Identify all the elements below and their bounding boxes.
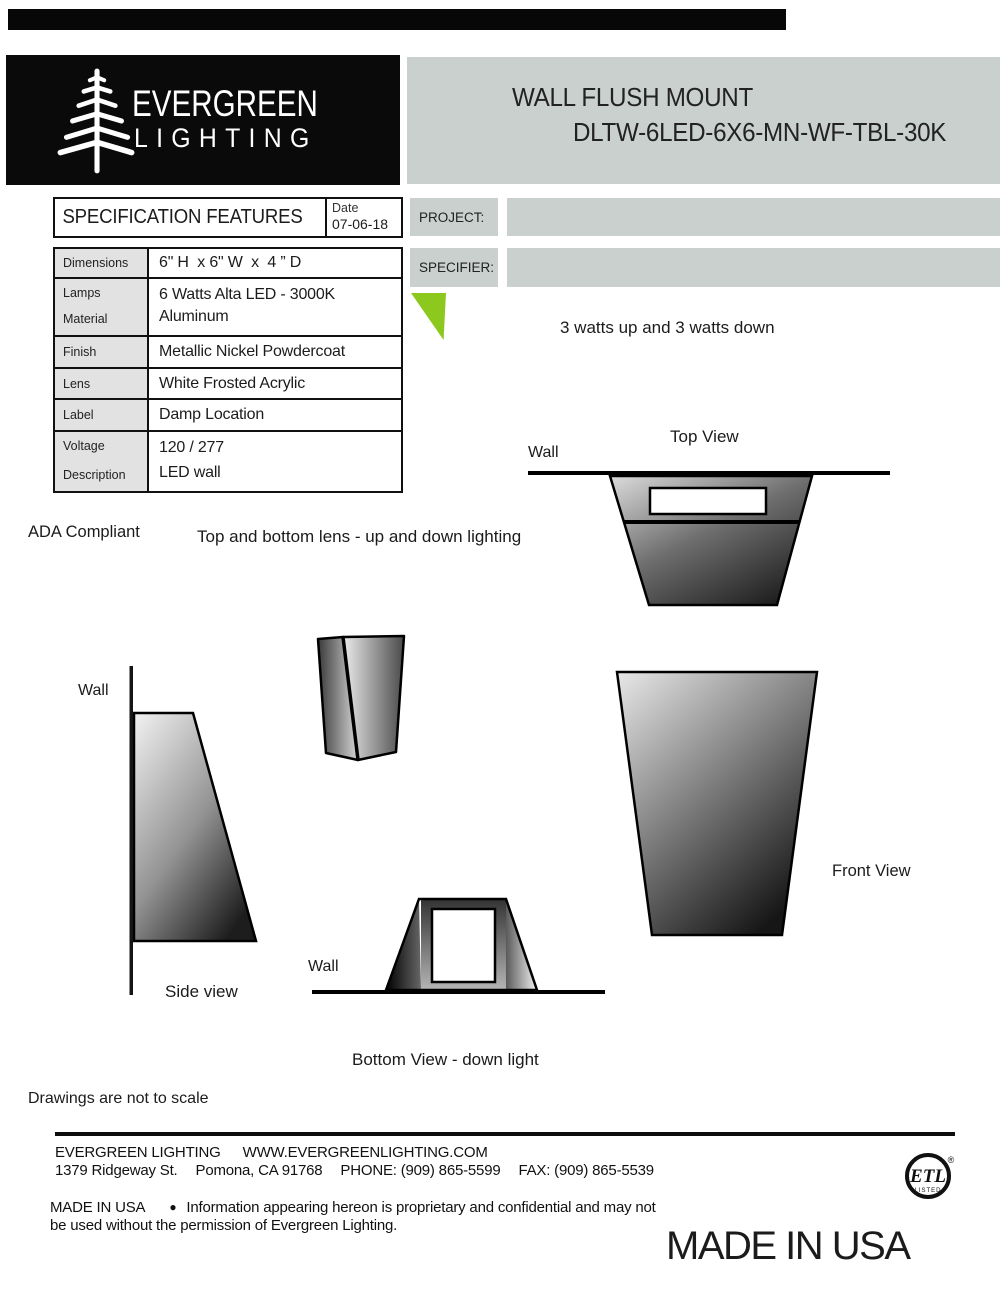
row-value: Metallic Nickel Powdercoat: [159, 343, 345, 360]
notice-text-2: be used without the permission of Evergreen Lighting.: [50, 1217, 398, 1234]
svg-text:LISTED: LISTED: [914, 1188, 942, 1194]
row-label: Dimensions: [63, 256, 129, 270]
row-label: Finish: [63, 345, 97, 359]
watts-note: 3 watts up and 3 watts down: [560, 318, 775, 337]
bottom-view-label: Bottom View - down light: [352, 1050, 539, 1069]
footer-company-line: [55, 1144, 488, 1161]
side-view-label: Side view: [165, 982, 238, 1001]
top-view-label: Top View: [670, 427, 739, 446]
notice-text-1: Information appearing hereon is proprietary and confidential and may not: [186, 1199, 656, 1216]
brand-logo-box: [6, 55, 400, 185]
date-label: Date: [332, 201, 359, 215]
table-row: [55, 279, 401, 337]
scale-note: Drawings are not to scale: [28, 1090, 209, 1107]
brand-subname: LIGHTING: [134, 123, 318, 153]
footer-company: EVERGREEN LIGHTING: [55, 1144, 221, 1161]
product-title-box: [407, 57, 1000, 184]
footer-notice-line2: [50, 1217, 397, 1234]
green-flag-icon: [411, 293, 446, 340]
row-value: 6 Watts Alta LED - 3000K: [159, 286, 336, 303]
project-value-field[interactable]: [507, 198, 1000, 236]
spec-features-title: SPECIFICATION FEATURES: [62, 206, 303, 228]
side-view-drawing: [126, 664, 262, 998]
evergreen-tree-icon: [50, 65, 142, 179]
row-value: 120 / 277: [159, 439, 224, 456]
wall-label-bottom-view: Wall: [308, 958, 339, 975]
spec-table: [53, 247, 403, 493]
front-view-drawing: [613, 668, 823, 940]
spec-features-header: [53, 197, 403, 238]
footer-website: WWW.EVERGREENLIGHTING.COM: [242, 1144, 488, 1161]
date-value: 07-06-18: [332, 216, 389, 232]
footer-fax: FAX: (909) 865-5539: [518, 1162, 654, 1179]
top-view-drawing: [525, 468, 895, 610]
row-label: Material: [63, 312, 108, 326]
made-in-usa-small: MADE IN USA: [50, 1199, 146, 1216]
specifier-value-field[interactable]: [507, 248, 1000, 287]
product-title: WALL FLUSH MOUNT: [512, 82, 753, 112]
footer-address: 1379 Ridgeway St.: [55, 1162, 178, 1179]
footer-city: Pomona, CA 91768: [195, 1162, 323, 1179]
table-row: [55, 337, 401, 369]
wall-label-top-view: Wall: [528, 444, 559, 461]
project-label: PROJECT:: [419, 209, 485, 225]
front-view-label: Front View: [832, 862, 911, 880]
table-row: [55, 369, 401, 400]
svg-text:®: ®: [947, 1155, 955, 1165]
row-value: Aluminum: [159, 308, 229, 325]
specifier-label: SPECIFIER:: [419, 260, 495, 275]
etl-listed-logo: [903, 1151, 959, 1203]
table-row: [55, 400, 401, 432]
lens-note: Top and bottom lens - up and down lighting: [197, 527, 522, 546]
bottom-view-drawing: [310, 895, 610, 997]
spec-date-cell: [325, 199, 401, 236]
table-row: [55, 249, 401, 279]
footer-phone: PHONE: (909) 865-5599: [340, 1162, 501, 1179]
row-value: LED wall: [159, 464, 221, 481]
specifier-label-box: [410, 248, 498, 287]
table-row: [55, 432, 401, 491]
perspective-view-drawing: [310, 628, 410, 768]
row-label: Lamps: [63, 286, 101, 300]
row-label: Lens: [63, 376, 91, 391]
row-label: Description: [63, 468, 126, 482]
bullet-icon: ●: [169, 1200, 177, 1214]
ada-note: ADA Compliant: [28, 523, 140, 541]
row-value: White Frosted Acrylic: [159, 374, 306, 392]
svg-text:ETL: ETL: [910, 1166, 946, 1187]
made-in-usa-large: MADE IN USA: [666, 1224, 910, 1268]
row-label: Voltage: [63, 439, 105, 453]
project-label-box: [410, 198, 498, 236]
row-label: Label: [63, 408, 94, 422]
top-black-bar: [8, 9, 786, 30]
footer-divider: [55, 1132, 955, 1136]
row-value: 6" H x 6" W x 4 ” D: [159, 254, 302, 271]
row-value: Damp Location: [159, 406, 265, 423]
footer-address-line: [55, 1162, 654, 1179]
product-model-number: DLTW-6LED-6X6-MN-WF-TBL-30K: [573, 117, 947, 147]
footer-notice-line1: [50, 1199, 656, 1216]
wall-label-side-view: Wall: [78, 682, 109, 699]
brand-name: EVERGREEN: [132, 83, 318, 124]
